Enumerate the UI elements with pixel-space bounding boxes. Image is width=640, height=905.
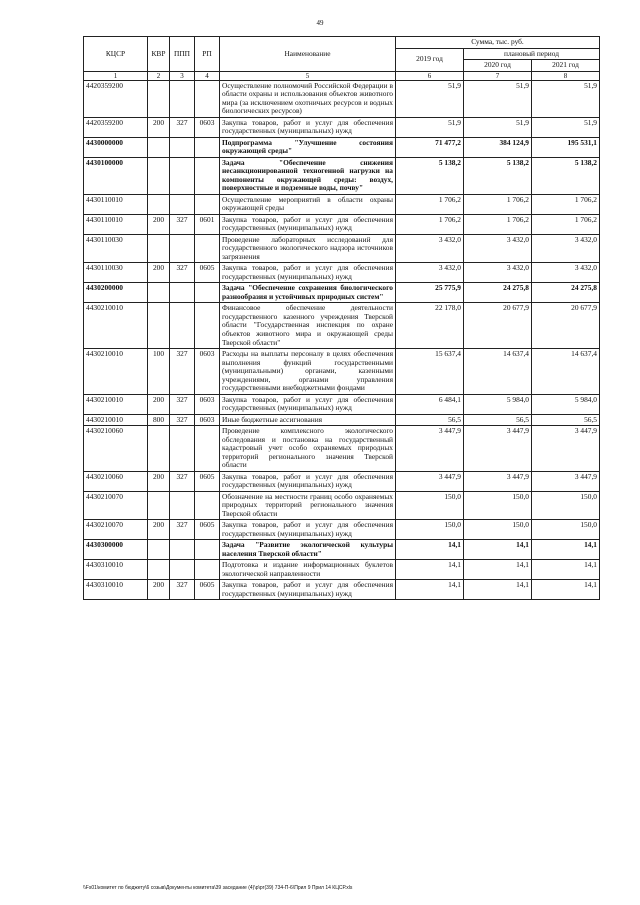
cell-2019: 1 706,2 <box>396 194 464 214</box>
cell-2020: 5 138,2 <box>464 157 532 194</box>
cell-kvr: 200 <box>148 471 170 491</box>
file-path-footer: \\Fs01\комитет по бюджету\6 созыв\Документы комитета\39 заседание (4)\р\рг(39) 734-П-6\Прил 9 Прил 14 КЦСР.xls <box>83 885 353 891</box>
cell-rp <box>195 560 220 580</box>
cell-rp: 0601 <box>195 214 220 234</box>
table-row <box>84 471 600 491</box>
cell-name: Осуществление мероприятий в области охраны окружающей среды <box>220 194 396 214</box>
cell-kcsr: 4430300000 <box>84 540 148 560</box>
cell-2020: 14,1 <box>464 560 532 580</box>
cell-ppp <box>170 80 195 117</box>
header-year-2021: 2021 год <box>532 60 600 72</box>
cell-2020: 3 447,9 <box>464 471 532 491</box>
cell-rp: 0603 <box>195 349 220 395</box>
cell-kcsr: 4430210070 <box>84 491 148 520</box>
table-row <box>84 234 600 263</box>
cell-2019: 6 484,1 <box>396 394 464 414</box>
cell-2021: 14,1 <box>532 560 600 580</box>
cell-2019: 14,1 <box>396 540 464 560</box>
cell-2021: 3 447,9 <box>532 471 600 491</box>
cell-kcsr: 4430210010 <box>84 303 148 349</box>
cell-kcsr: 4430000000 <box>84 137 148 157</box>
cell-name: Обозначение на местности границ особо охраняемых природных территорий регионального значения Тверской области <box>220 491 396 520</box>
cell-kcsr: 4430310010 <box>84 560 148 580</box>
cell-kvr: 200 <box>148 214 170 234</box>
table-row <box>84 414 600 426</box>
cell-rp: 0605 <box>195 580 220 600</box>
cell-rp <box>195 540 220 560</box>
cell-2019: 150,0 <box>396 520 464 540</box>
cell-2020: 51,9 <box>464 80 532 117</box>
header-kvr: КВР <box>148 37 170 72</box>
cell-2020: 5 984,0 <box>464 394 532 414</box>
cell-kvr <box>148 303 170 349</box>
cell-ppp <box>170 137 195 157</box>
cell-2020: 1 706,2 <box>464 194 532 214</box>
cell-ppp: 327 <box>170 394 195 414</box>
cell-2021: 150,0 <box>532 491 600 520</box>
cell-ppp <box>170 157 195 194</box>
cell-name: Закупка товаров, работ и услуг для обеспечения государственных (муниципальных) нужд <box>220 214 396 234</box>
table-row <box>84 157 600 194</box>
cell-name: Закупка товаров, работ и услуг для обеспечения государственных (муниципальных) нужд <box>220 394 396 414</box>
cell-2019: 25 775,9 <box>396 283 464 303</box>
cell-kvr: 200 <box>148 520 170 540</box>
cell-ppp: 327 <box>170 214 195 234</box>
cell-rp <box>195 234 220 263</box>
column-number: 8 <box>532 71 600 80</box>
table-row <box>84 426 600 472</box>
column-number: 4 <box>195 71 220 80</box>
cell-name: Финансовое обеспечение деятельности государственного казенного учреждения Тверской области "Государственная инспекция по охране объектов животного мира и окружающей среды Тверской области" <box>220 303 396 349</box>
cell-2020: 14,1 <box>464 580 532 600</box>
cell-name: Расходы на выплаты персоналу в целях обеспечения выполнения функций государственными (муниципальными) органами, казенными учреждениями, органами управления государственными внебюджетными фондами <box>220 349 396 395</box>
cell-kcsr: 4430200000 <box>84 283 148 303</box>
cell-2020: 20 677,9 <box>464 303 532 349</box>
cell-2019: 150,0 <box>396 491 464 520</box>
cell-kvr: 200 <box>148 394 170 414</box>
cell-name: Закупка товаров, работ и услуг для обеспечения государственных (муниципальных) нужд <box>220 471 396 491</box>
cell-kvr <box>148 157 170 194</box>
cell-2021: 5 984,0 <box>532 394 600 414</box>
cell-kcsr: 4420359200 <box>84 117 148 137</box>
cell-2020: 150,0 <box>464 491 532 520</box>
cell-2019: 5 138,2 <box>396 157 464 194</box>
cell-kcsr: 4430110030 <box>84 263 148 283</box>
table-row <box>84 540 600 560</box>
cell-name: Задача "Обеспечение сохранения биологического разнообразия и устойчивых природных систем" <box>220 283 396 303</box>
cell-name: Закупка товаров, работ и услуг для обеспечения государственных (муниципальных) нужд <box>220 117 396 137</box>
cell-2021: 5 138,2 <box>532 157 600 194</box>
cell-2021: 150,0 <box>532 520 600 540</box>
cell-2020: 51,9 <box>464 117 532 137</box>
table-row <box>84 349 600 395</box>
cell-rp <box>195 137 220 157</box>
table-row <box>84 580 600 600</box>
cell-kvr <box>148 560 170 580</box>
cell-ppp: 327 <box>170 414 195 426</box>
cell-2021: 3 447,9 <box>532 426 600 472</box>
cell-kvr: 200 <box>148 580 170 600</box>
table-row <box>84 394 600 414</box>
cell-2019: 3 447,9 <box>396 426 464 472</box>
cell-ppp: 327 <box>170 580 195 600</box>
cell-2021: 20 677,9 <box>532 303 600 349</box>
cell-2020: 56,5 <box>464 414 532 426</box>
cell-rp: 0605 <box>195 263 220 283</box>
cell-kvr <box>148 491 170 520</box>
cell-ppp: 327 <box>170 263 195 283</box>
column-number: 6 <box>396 71 464 80</box>
cell-2019: 3 432,0 <box>396 234 464 263</box>
cell-rp: 0605 <box>195 471 220 491</box>
cell-2021: 195 531,1 <box>532 137 600 157</box>
cell-kcsr: 4430110010 <box>84 194 148 214</box>
cell-name: Иные бюджетные ассигнования <box>220 414 396 426</box>
cell-name: Осуществление полномочий Российской Федерации в области охраны и использования объектов животного мира (за исключением охотничьих ресурсов и водных биологических ресурсов) <box>220 80 396 117</box>
cell-ppp: 327 <box>170 471 195 491</box>
cell-kcsr: 4430110010 <box>84 214 148 234</box>
cell-kcsr: 4430110030 <box>84 234 148 263</box>
cell-kvr <box>148 80 170 117</box>
header-kcsr: КЦСР <box>84 37 148 72</box>
cell-2020: 14,1 <box>464 540 532 560</box>
cell-2020: 24 275,8 <box>464 283 532 303</box>
cell-kvr <box>148 283 170 303</box>
table-row <box>84 117 600 137</box>
cell-2020: 3 432,0 <box>464 234 532 263</box>
cell-kcsr: 4430310010 <box>84 580 148 600</box>
column-number: 3 <box>170 71 195 80</box>
cell-rp: 0605 <box>195 520 220 540</box>
cell-rp <box>195 491 220 520</box>
cell-2019: 3 447,9 <box>396 471 464 491</box>
cell-2021: 24 275,8 <box>532 283 600 303</box>
cell-name: Проведение лабораторных исследований для государственного экологического надзора источников загрязнения <box>220 234 396 263</box>
cell-ppp <box>170 560 195 580</box>
cell-2021: 1 706,2 <box>532 214 600 234</box>
cell-2021: 1 706,2 <box>532 194 600 214</box>
cell-name: Закупка товаров, работ и услуг для обеспечения государственных (муниципальных) нужд <box>220 520 396 540</box>
cell-kvr: 800 <box>148 414 170 426</box>
table-row <box>84 137 600 157</box>
cell-ppp: 327 <box>170 349 195 395</box>
cell-2021: 56,5 <box>532 414 600 426</box>
column-number: 1 <box>84 71 148 80</box>
cell-2021: 3 432,0 <box>532 234 600 263</box>
header-year-2020: 2020 год <box>464 60 532 72</box>
cell-kcsr: 4430100000 <box>84 157 148 194</box>
cell-rp <box>195 80 220 117</box>
cell-kcsr: 4430210010 <box>84 394 148 414</box>
cell-ppp <box>170 540 195 560</box>
table-row <box>84 560 600 580</box>
cell-rp: 0603 <box>195 414 220 426</box>
column-numbers-row <box>84 71 600 80</box>
cell-kcsr: 4430210060 <box>84 471 148 491</box>
table-body <box>84 80 600 600</box>
cell-rp: 0603 <box>195 117 220 137</box>
cell-kcsr: 4430210010 <box>84 349 148 395</box>
column-number: 7 <box>464 71 532 80</box>
cell-2021: 14,1 <box>532 540 600 560</box>
header-planned-period: плановый период <box>464 48 600 60</box>
table-row <box>84 283 600 303</box>
cell-2019: 51,9 <box>396 117 464 137</box>
table-row <box>84 80 600 117</box>
cell-2021: 14 637,4 <box>532 349 600 395</box>
cell-ppp <box>170 234 195 263</box>
cell-kvr: 200 <box>148 117 170 137</box>
cell-name: Задача "Развитие экологической культуры населения Тверской области" <box>220 540 396 560</box>
cell-rp <box>195 194 220 214</box>
cell-ppp: 327 <box>170 520 195 540</box>
cell-kvr: 200 <box>148 263 170 283</box>
cell-2021: 14,1 <box>532 580 600 600</box>
cell-name: Подготовка и издание информационных буклетов экологической направленности <box>220 560 396 580</box>
cell-kvr <box>148 234 170 263</box>
cell-2019: 15 637,4 <box>396 349 464 395</box>
cell-2020: 1 706,2 <box>464 214 532 234</box>
cell-2019: 1 706,2 <box>396 214 464 234</box>
cell-2019: 51,9 <box>396 80 464 117</box>
cell-rp <box>195 303 220 349</box>
table-row <box>84 520 600 540</box>
cell-rp <box>195 283 220 303</box>
header-rp: РП <box>195 37 220 72</box>
table-row <box>84 214 600 234</box>
page-number: 49 <box>316 19 324 27</box>
cell-2019: 56,5 <box>396 414 464 426</box>
column-number: 2 <box>148 71 170 80</box>
cell-name: Проведение комплексного экологического обследования и постановка на государственный кадастровый учет особо охраняемых природных территорий регионального значения Тверской области <box>220 426 396 472</box>
cell-2019: 3 432,0 <box>396 263 464 283</box>
header-ppp: ППП <box>170 37 195 72</box>
cell-kcsr: 4430210070 <box>84 520 148 540</box>
cell-kvr <box>148 194 170 214</box>
cell-ppp <box>170 283 195 303</box>
table-row <box>84 491 600 520</box>
cell-kcsr: 4430210010 <box>84 414 148 426</box>
cell-name: Закупка товаров, работ и услуг для обеспечения государственных (муниципальных) нужд <box>220 580 396 600</box>
cell-2019: 14,1 <box>396 580 464 600</box>
cell-kvr: 100 <box>148 349 170 395</box>
table-row <box>84 303 600 349</box>
cell-rp <box>195 426 220 472</box>
cell-rp: 0603 <box>195 394 220 414</box>
cell-2019: 71 477,2 <box>396 137 464 157</box>
cell-2019: 14,1 <box>396 560 464 580</box>
cell-rp <box>195 157 220 194</box>
header-sum: Сумма, тыс. руб. <box>396 37 600 49</box>
cell-2021: 51,9 <box>532 117 600 137</box>
header-year-2019: 2019 год <box>396 48 464 71</box>
cell-kcsr: 4420359200 <box>84 80 148 117</box>
cell-2020: 3 447,9 <box>464 426 532 472</box>
cell-2020: 3 432,0 <box>464 263 532 283</box>
cell-kvr <box>148 540 170 560</box>
cell-2020: 150,0 <box>464 520 532 540</box>
cell-2021: 3 432,0 <box>532 263 600 283</box>
cell-2021: 51,9 <box>532 80 600 117</box>
cell-kcsr: 4430210060 <box>84 426 148 472</box>
cell-kvr <box>148 426 170 472</box>
cell-kvr <box>148 137 170 157</box>
column-number: 5 <box>220 71 396 80</box>
cell-ppp <box>170 194 195 214</box>
budget-table <box>83 36 600 600</box>
cell-ppp <box>170 303 195 349</box>
cell-2020: 384 124,9 <box>464 137 532 157</box>
cell-name: Закупка товаров, работ и услуг для обеспечения государственных (муниципальных) нужд <box>220 263 396 283</box>
table-row <box>84 194 600 214</box>
cell-2020: 14 637,4 <box>464 349 532 395</box>
cell-ppp: 327 <box>170 117 195 137</box>
cell-2019: 22 178,0 <box>396 303 464 349</box>
table-row <box>84 263 600 283</box>
cell-ppp <box>170 426 195 472</box>
header-name: Наименование <box>220 37 396 72</box>
cell-name: Подпрограмма "Улучшение состояния окружающей среды" <box>220 137 396 157</box>
cell-ppp <box>170 491 195 520</box>
cell-name: Задача "Обеспечение снижения несанкционированной техногенной нагрузки на компоненты окружающей среды: воздух, поверхностные и подземные воды, почву" <box>220 157 396 194</box>
